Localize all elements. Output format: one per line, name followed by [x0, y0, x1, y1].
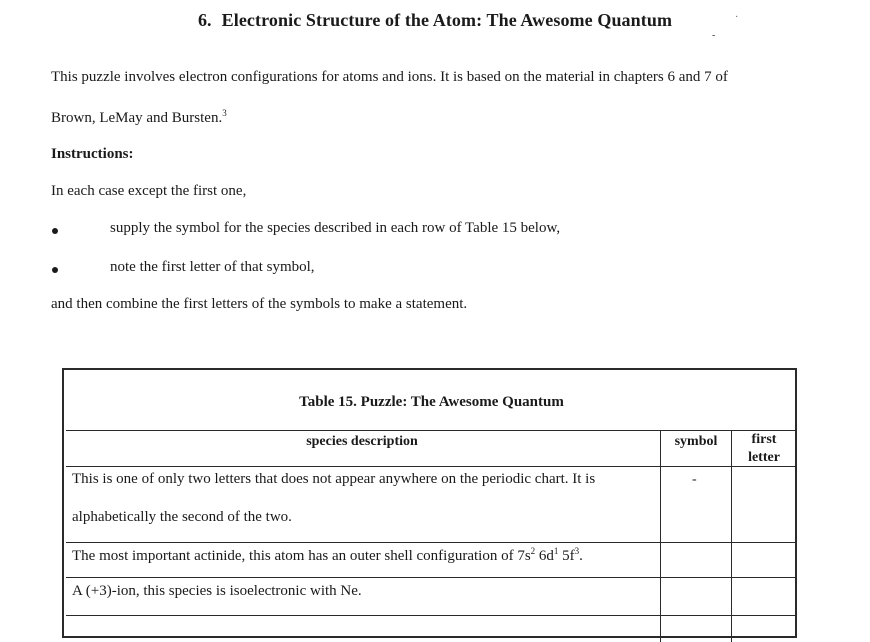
- row-2-text: .: [579, 548, 583, 564]
- row-3-description: A (+3)-ion, this species is isoelectronic with Ne.: [72, 583, 362, 599]
- row-1-first-letter: [732, 471, 796, 541]
- intro-citation: Brown, LeMay and Bursten.: [51, 110, 223, 126]
- row-2-symbol: [661, 546, 731, 576]
- row-2-sup: 2: [530, 546, 536, 556]
- intro-line-2: [51, 108, 227, 127]
- column-header-symbol: symbol: [674, 434, 718, 449]
- row-1-symbol: -: [692, 472, 697, 487]
- row-3-symbol: [661, 583, 731, 613]
- row-2-sup: 3: [574, 546, 580, 556]
- instruction-bullet-1: supply the symbol for the species described in each row of Table 15 below,: [110, 220, 561, 236]
- row-1-description-line-2: alphabetically the second of the two.: [72, 509, 292, 525]
- row-2-first-letter: [732, 546, 796, 576]
- table-rule: [66, 466, 796, 467]
- row-3-first-letter: [732, 583, 796, 613]
- section-number: 6.: [197, 10, 212, 30]
- section-title: Electronic Structure of the Atom: The Awesome Quantum: [221, 10, 673, 30]
- table-rule: [66, 542, 796, 543]
- table-rule: [66, 615, 796, 616]
- instruction-bullet-2: note the first letter of that symbol,: [110, 259, 315, 275]
- column-header-first-letter: first: [751, 432, 777, 447]
- bullet-icon: [52, 267, 58, 273]
- table-title: Table 15. Puzzle: The Awesome Quantum: [299, 394, 564, 410]
- row-1-description-line-1: This is one of only two letters that does not appear anywhere on the periodic chart. It is: [72, 471, 596, 487]
- row-2-text: 6d: [535, 548, 554, 564]
- page-title: [0, 10, 870, 31]
- table-rule: [66, 430, 796, 431]
- scan-speck: -: [712, 30, 716, 41]
- table-rule: [66, 577, 796, 578]
- puzzle-table: [62, 368, 797, 638]
- bullet-icon: [52, 228, 58, 234]
- scan-speck: ·: [735, 12, 739, 23]
- column-header-first-letter-2: letter: [748, 450, 780, 465]
- instructions-heading: Instructions:: [51, 146, 134, 162]
- instructions-lead: In each case except the first one,: [51, 183, 247, 199]
- row-2-sup: 1: [553, 546, 559, 556]
- row-2-text: The most important actinide, this atom has an outer shell configuration of 7s: [72, 548, 531, 564]
- intro-line-1: This puzzle involves electron configurations for atoms and ions. It is based on the material in chapters 6 and 7 of: [51, 69, 728, 85]
- row-2-description: [72, 546, 583, 565]
- instructions-closing: and then combine the first letters of the symbols to make a statement.: [51, 296, 468, 312]
- footnote-marker: 3: [222, 108, 227, 118]
- column-header-description: species description: [306, 434, 418, 449]
- row-2-text: 5f: [558, 548, 575, 564]
